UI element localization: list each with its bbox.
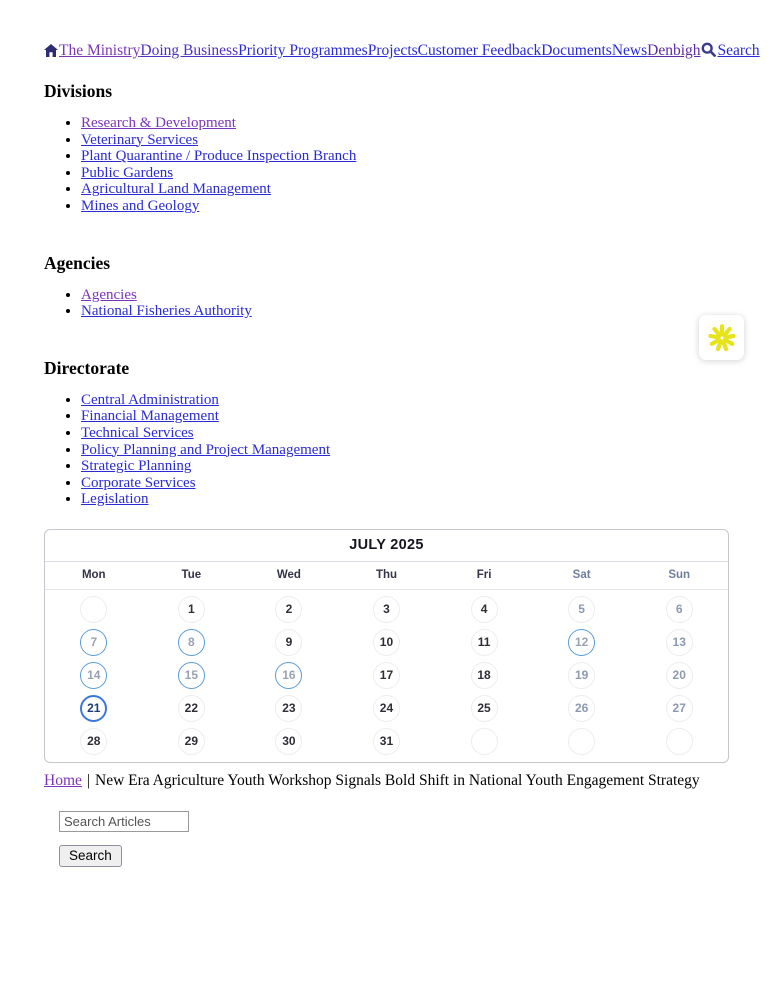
breadcrumb	[44, 772, 729, 790]
link-financial-management[interactable]: Financial Management	[81, 408, 219, 425]
weekday-label-fri: Fri	[476, 569, 492, 582]
link-veterinary-services[interactable]: Veterinary Services	[81, 131, 199, 148]
calendar-day-6[interactable]: 6	[666, 596, 693, 623]
nav-link-news[interactable]: News	[611, 42, 648, 59]
weekday-label-tue: Tue	[181, 569, 202, 582]
calendar-day-14[interactable]: 14	[80, 662, 107, 689]
list-item	[81, 148, 729, 165]
link-public-gardens[interactable]: Public Gardens	[81, 164, 174, 181]
link-agencies[interactable]: Agencies	[81, 286, 137, 303]
calendar-week-row	[45, 692, 728, 725]
calendar-weekday-header	[45, 562, 728, 590]
list-item	[81, 198, 729, 215]
link-sections	[44, 81, 729, 508]
link-mines-and-geology[interactable]: Mines and Geology	[81, 197, 200, 214]
calendar-day-23[interactable]: 23	[275, 695, 302, 722]
calendar-day-11[interactable]: 11	[471, 629, 498, 656]
home-link[interactable]	[44, 42, 58, 59]
weekday-label-sat: Sat	[572, 569, 591, 582]
link-corporate-services[interactable]: Corporate Services	[81, 474, 196, 491]
calendar-day-12[interactable]: 12	[568, 629, 595, 656]
list-item	[81, 392, 729, 409]
calendar-day-30[interactable]: 30	[275, 728, 302, 755]
calendar-week-row	[45, 725, 728, 758]
calendar-day-4[interactable]: 4	[471, 596, 498, 623]
article-search-form	[59, 811, 729, 832]
calendar-day-31[interactable]: 31	[373, 728, 400, 755]
calendar-day-26[interactable]: 26	[568, 695, 595, 722]
link-national-fisheries-authority[interactable]: National Fisheries Authority	[81, 303, 252, 320]
calendar-day-3[interactable]: 3	[373, 596, 400, 623]
calendar-day-22[interactable]: 22	[178, 695, 205, 722]
link-legislation[interactable]: Legislation	[81, 491, 149, 508]
section-title-agencies: Agencies	[44, 252, 111, 273]
weekday-label-sun: Sun	[668, 569, 691, 582]
list-item	[81, 475, 729, 492]
calendar-grid	[45, 590, 728, 762]
link-policy-planning-and-project-management[interactable]: Policy Planning and Project Management	[81, 441, 331, 458]
list-item	[81, 303, 729, 320]
calendar-day-5[interactable]: 5	[568, 596, 595, 623]
nav-link-customer-feedback[interactable]: Customer Feedback	[417, 42, 542, 59]
event-calendar	[44, 529, 729, 763]
calendar-day-28[interactable]: 28	[80, 728, 107, 755]
breadcrumb-home-link[interactable]: Home	[44, 771, 82, 789]
calendar-day-20[interactable]: 20	[666, 662, 693, 689]
calendar-day-16[interactable]: 16	[275, 662, 302, 689]
weekday-label-thu: Thu	[375, 569, 398, 582]
link-plant-quarantine-produce-inspection-branch[interactable]: Plant Quarantine / Produce Inspection Branch	[81, 148, 357, 165]
section-list-divisions	[44, 115, 729, 215]
list-item	[81, 442, 729, 459]
section-title-divisions: Divisions	[44, 81, 113, 101]
nav-link-the-ministry[interactable]: The Ministry	[59, 42, 141, 59]
calendar-day-17[interactable]: 17	[373, 662, 400, 689]
calendar-day-24[interactable]: 24	[373, 695, 400, 722]
asterisk-icon	[707, 323, 737, 353]
nav-link-priority-programmes[interactable]: Priority Programmes	[238, 42, 368, 59]
list-item	[81, 425, 729, 442]
accessibility-widget-button[interactable]	[699, 315, 744, 360]
list-item	[81, 115, 729, 132]
link-central-administration[interactable]: Central Administration	[81, 391, 219, 408]
calendar-day-13[interactable]: 13	[666, 629, 693, 656]
link-agricultural-land-management[interactable]: Agricultural Land Management	[81, 181, 271, 198]
calendar-empty-cell	[666, 728, 693, 755]
list-item	[81, 408, 729, 425]
top-nav	[44, 42, 760, 60]
section-title-directorate: Directorate	[44, 357, 130, 378]
calendar-day-2[interactable]: 2	[275, 596, 302, 623]
link-research-development[interactable]: Research & Development	[81, 115, 236, 131]
calendar-week-row	[45, 593, 728, 626]
list-item	[81, 132, 729, 149]
calendar-day-15[interactable]: 15	[178, 662, 205, 689]
calendar-month-title: JULY 2025	[45, 530, 728, 562]
link-technical-services[interactable]: Technical Services	[81, 424, 194, 441]
calendar-day-7[interactable]: 7	[80, 629, 107, 656]
nav-link-projects[interactable]: Projects	[367, 42, 418, 59]
nav-search-label: Search	[717, 42, 760, 59]
home-icon	[44, 44, 58, 57]
calendar-day-29[interactable]: 29	[178, 728, 205, 755]
list-item	[81, 165, 729, 182]
nav-link-documents[interactable]: Documents	[541, 42, 612, 59]
calendar-day-9[interactable]: 9	[275, 629, 302, 656]
list-item	[81, 458, 729, 475]
link-strategic-planning[interactable]: Strategic Planning	[81, 458, 192, 475]
nav-search-link[interactable]	[701, 42, 760, 59]
breadcrumb-page-title: New Era Agriculture Youth Workshop Signals Bold Shift in National Youth Engagement Strategy	[95, 771, 700, 789]
list-item	[81, 491, 729, 508]
calendar-day-27[interactable]: 27	[666, 695, 693, 722]
calendar-day-25[interactable]: 25	[471, 695, 498, 722]
list-item	[81, 181, 729, 198]
calendar-day-19[interactable]: 19	[568, 662, 595, 689]
section-list-directorate	[44, 392, 729, 508]
weekday-label-mon: Mon	[81, 569, 106, 582]
list-item	[81, 287, 729, 304]
weekday-label-wed: Wed	[276, 569, 301, 582]
search-button[interactable]: Search	[59, 845, 122, 867]
search-articles-input[interactable]	[59, 811, 189, 832]
calendar-day-21[interactable]: 21	[80, 695, 107, 722]
calendar-week-row	[45, 659, 728, 692]
calendar-day-18[interactable]: 18	[471, 662, 498, 689]
nav-link-doing-business[interactable]: Doing Business	[140, 42, 239, 59]
breadcrumb-separator: |	[86, 771, 90, 789]
calendar-day-8[interactable]: 8	[178, 629, 205, 656]
nav-link-denbigh[interactable]: Denbigh	[647, 42, 701, 59]
calendar-empty-cell	[471, 728, 498, 755]
search-icon	[701, 42, 716, 57]
calendar-day-10[interactable]: 10	[373, 629, 400, 656]
calendar-empty-cell	[568, 728, 595, 755]
calendar-empty-cell	[80, 596, 107, 623]
calendar-week-row	[45, 626, 728, 659]
calendar-day-1[interactable]: 1	[178, 596, 205, 623]
section-list-agencies	[44, 287, 729, 320]
